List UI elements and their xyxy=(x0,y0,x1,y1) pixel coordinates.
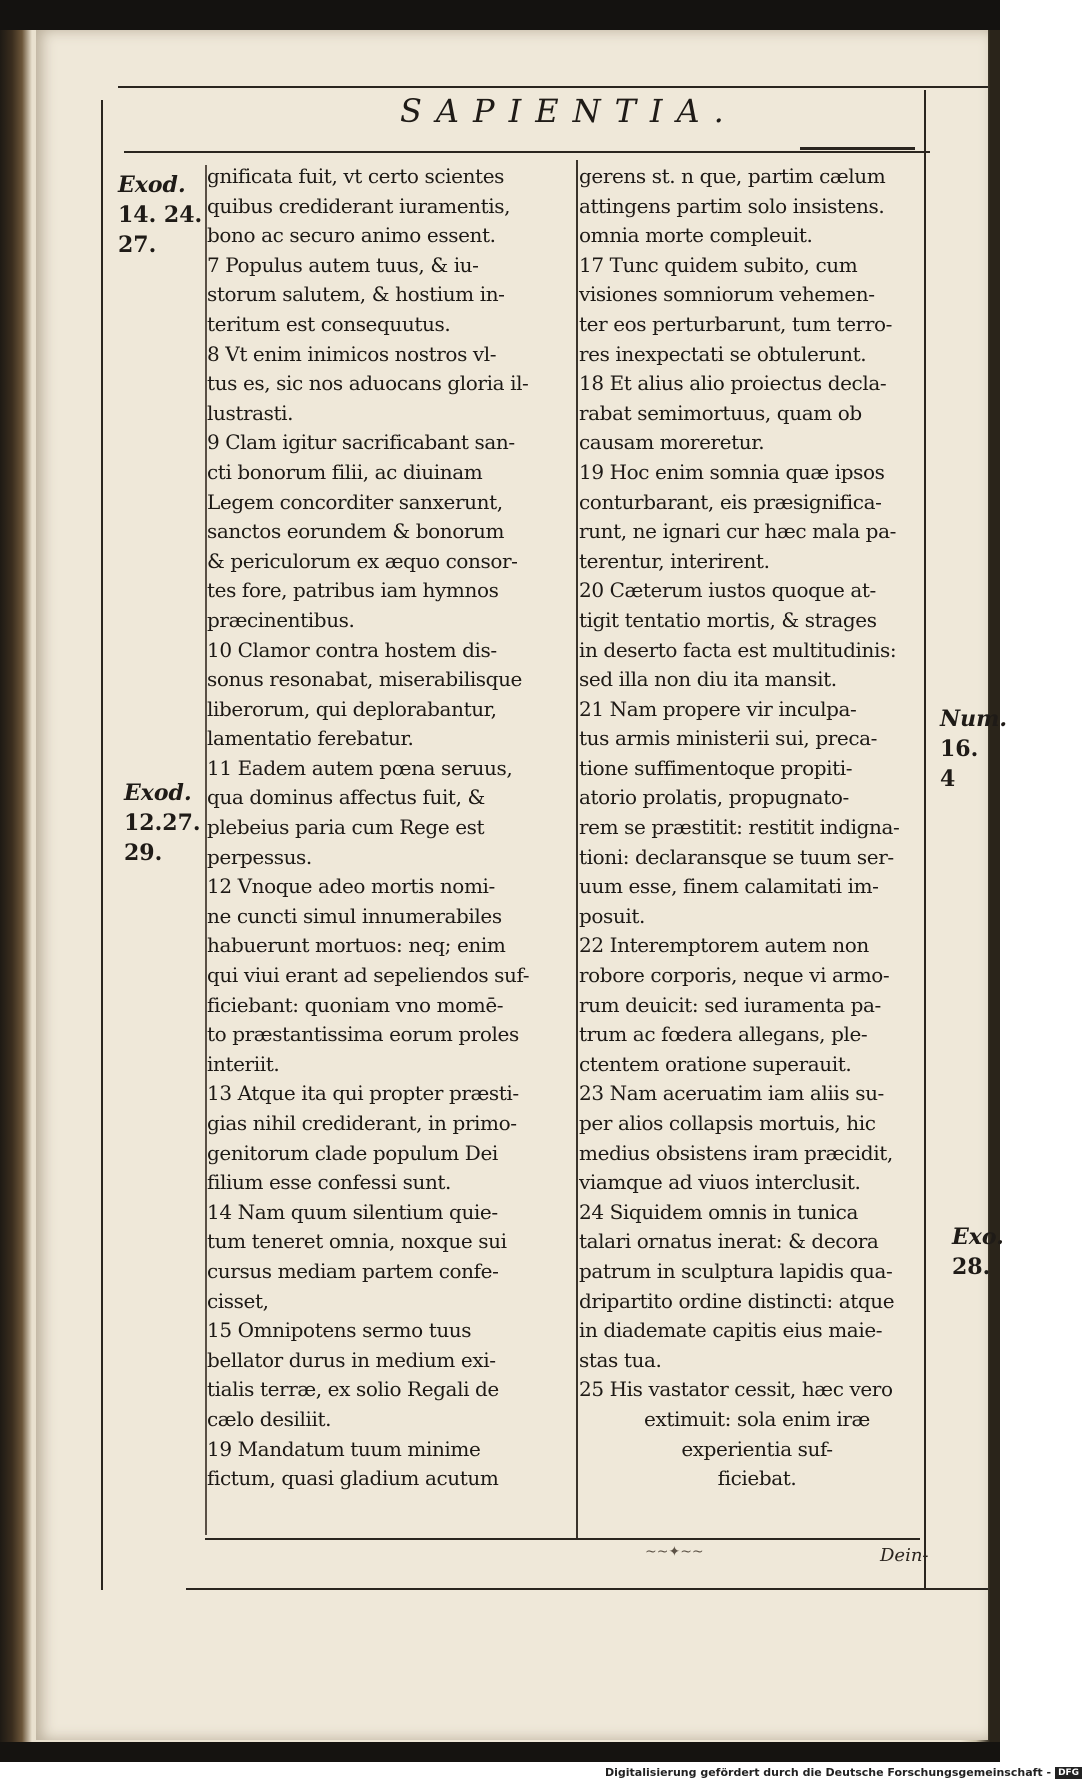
left-column-line: 9 Clam igitur sacrificabant san- xyxy=(207,430,515,455)
right-column-line: dripartito ordine distincti: atque xyxy=(579,1288,895,1313)
margin-ref-right-2 xyxy=(952,1222,1004,1282)
head-rule xyxy=(124,151,930,153)
dfg-logo: DFG xyxy=(1055,1767,1082,1779)
left-column-line: gias nihil crediderant, in primo- xyxy=(207,1111,517,1135)
top-rule xyxy=(118,86,988,88)
right-column-line: 24 Siquidem omnis in tunica xyxy=(579,1199,859,1224)
left-column-line: 10 Clamor contra hostem dis- xyxy=(207,637,497,662)
margin-ref-right-1 xyxy=(940,704,1008,794)
left-column-line: quibus crediderant iuramentis, xyxy=(207,193,511,218)
margin-ref-left-2 xyxy=(124,778,201,868)
right-column-line: causam moreretur. xyxy=(579,430,765,455)
margin-ref-verse: 12.27. xyxy=(124,810,201,836)
left-column-line: tialis terræ, ex solio Regali de xyxy=(207,1377,499,1402)
right-text-column xyxy=(579,162,935,1494)
left-column-line: 11 Eadem autem pœna seruus, xyxy=(207,755,513,780)
left-border-rule xyxy=(101,100,103,1590)
right-column-line: in deserto facta est multitudinis: xyxy=(579,637,897,662)
right-column-line: 18 Et alius alio proiectus decla- xyxy=(579,371,887,396)
left-column-line: ne cuncti simul innumerabiles xyxy=(207,903,502,928)
left-column-line: cælo desiliit. xyxy=(207,1406,332,1431)
right-column-line: uum esse, finem calamitati im- xyxy=(579,874,879,899)
left-column-line: 14 Nam quum silentium quie- xyxy=(207,1199,498,1224)
margin-ref-verse: 16. 4 xyxy=(940,736,979,792)
right-column-line: tioni: declaransque se tuum ser- xyxy=(579,844,894,869)
head-rule-accent xyxy=(800,147,915,150)
left-column-line: bellator durus in medium exi- xyxy=(207,1347,496,1372)
catchword: Dein- xyxy=(880,1545,929,1566)
right-column-line: in diademate capitis eius maie- xyxy=(579,1318,883,1343)
right-column-line: terentur, interirent. xyxy=(579,548,770,573)
right-column-line: talari ornatus inerat: & decora xyxy=(579,1229,879,1254)
scan-bottom-edge xyxy=(0,1742,1000,1762)
right-column-line: stas tua. xyxy=(579,1347,662,1372)
left-column-line: & periculorum ex æquo consor- xyxy=(207,548,518,573)
left-column-line: tus es, sic nos aduocans gloria il- xyxy=(207,371,529,396)
right-column-line: per alios collapsis mortuis, hic xyxy=(579,1111,876,1135)
left-column-line: lustrasti. xyxy=(207,400,294,425)
left-column-line: 15 Omnipotens sermo tuus xyxy=(207,1318,472,1343)
left-column-line: habuerunt mortuos: neq; enim xyxy=(207,933,506,958)
right-column-line: omnia morte compleuit. xyxy=(579,223,813,248)
right-column-line: runt, ne ignari cur hæc mala pa- xyxy=(579,519,896,544)
bottom-rule-inner xyxy=(205,1538,920,1540)
right-column-line: rum deuicit: sed iuramenta pa- xyxy=(579,992,881,1017)
digitization-credit-text: Digitalisierung gefördert durch die Deutsche Forschungsgemeinschaft - xyxy=(605,1766,1052,1779)
right-column-line: ter eos perturbarunt, tum terro- xyxy=(579,311,893,336)
column-divider-center xyxy=(576,160,578,1540)
right-column-line: 22 Interemptorem autem non xyxy=(579,933,869,958)
right-column-line: medius obsistens iram præcidit, xyxy=(579,1140,893,1165)
margin-ref-book: Exod. xyxy=(118,172,186,198)
margin-ref-verse: 28. xyxy=(952,1254,991,1280)
margin-ref-book: Exod. xyxy=(124,780,192,806)
right-column-line: rem se præstitit: restitit indigna- xyxy=(579,815,900,840)
left-column-line: præcinentibus. xyxy=(207,607,355,632)
left-column-line: bono ac securo animo essent. xyxy=(207,223,496,248)
left-column-line: qui viui erant ad sepeliendos suf- xyxy=(207,963,530,988)
margin-ref-left-1 xyxy=(118,170,202,260)
right-column-line: sed illa non diu ita mansit. xyxy=(579,667,837,692)
ornament-flourish-icon: ~~✦~~ xyxy=(645,1544,704,1560)
right-column-line: visiones somniorum vehemen- xyxy=(579,282,875,307)
left-column-line: cti bonorum filii, ac diuinam xyxy=(207,459,483,484)
right-column-line: ficiebat. xyxy=(717,1466,797,1491)
margin-ref-book: Num. xyxy=(940,706,1008,732)
right-column-line: 25 His vastator cessit, hæc vero xyxy=(579,1377,893,1402)
right-column-line: tus armis ministerii sui, preca- xyxy=(579,726,878,751)
right-column-line: 17 Tunc quidem subito, cum xyxy=(579,252,858,277)
right-column-line: attingens partim solo insistens. xyxy=(579,193,885,218)
right-column-line: conturbarant, eis præsignifica- xyxy=(579,489,882,514)
left-column-line: cursus mediam partem confe- xyxy=(207,1258,499,1283)
left-column-line: perpessus. xyxy=(207,844,312,869)
left-column-line: genitorum clade populum Dei xyxy=(207,1140,498,1165)
right-column-line: rabat semimortuus, quam ob xyxy=(579,400,862,425)
right-column-line: robore corporis, neque vi armo- xyxy=(579,963,890,988)
right-column-line: atorio prolatis, propugnato- xyxy=(579,785,849,810)
right-column-line: experientia suf- xyxy=(681,1436,833,1461)
margin-ref-verse: 29. xyxy=(124,840,163,866)
right-column-line: tigit tentatio mortis, & strages xyxy=(579,607,877,632)
left-column-line: 13 Atque ita qui propter præsti- xyxy=(207,1081,519,1106)
left-column-line: to præstantissima eorum proles xyxy=(207,1022,519,1047)
left-column-line: fictum, quasi gladium acutum xyxy=(207,1466,499,1491)
right-column-line: trum ac fœdera allegans, ple- xyxy=(579,1022,868,1047)
left-column-line: teritum est consequutus. xyxy=(207,311,451,336)
left-column-line: gnificata fuit, vt certo scientes xyxy=(207,164,504,188)
left-column-line: cisset, xyxy=(207,1288,269,1313)
right-column-line: extimuit: sola enim iræ xyxy=(644,1406,870,1431)
right-column-line: 19 Hoc enim somnia quæ ipsos xyxy=(579,459,885,484)
bottom-rule-outer xyxy=(186,1588,988,1590)
right-column-line: 20 Cæterum iustos quoque at- xyxy=(579,578,876,603)
margin-ref-verse: 27. xyxy=(118,232,157,258)
right-column-line: ctentem oratione superauit. xyxy=(579,1051,852,1076)
left-column-line: tum teneret omnia, noxque sui xyxy=(207,1229,507,1254)
left-column-line: storum salutem, & hostium in- xyxy=(207,282,505,307)
left-column-line: plebeius paria cum Rege est xyxy=(207,815,485,840)
digitization-credit xyxy=(605,1766,1082,1779)
left-column-line: 19 Mandatum tuum minime xyxy=(207,1436,481,1461)
right-column-line: 21 Nam propere vir inculpa- xyxy=(579,696,857,721)
left-column-line: filium esse confessi sunt. xyxy=(207,1170,452,1195)
left-column-line: 7 Populus autem tuus, & iu- xyxy=(207,252,479,277)
right-column-line: gerens st. n que, partim cælum xyxy=(579,164,886,188)
left-column-line: liberorum, qui deplorabantur, xyxy=(207,696,497,721)
margin-ref-verse: 14. 24. xyxy=(118,202,203,228)
right-column-line: viamque ad viuos interclusit. xyxy=(579,1170,861,1195)
left-column-line: 8 Vt enim inimicos nostros vl- xyxy=(207,341,497,366)
left-column-line: interiit. xyxy=(207,1051,280,1076)
left-column-line: 12 Vnoque adeo mortis nomi- xyxy=(207,874,495,899)
right-column-line: patrum in sculptura lapidis qua- xyxy=(579,1258,893,1283)
left-column-line: sonus resonabat, miserabilisque xyxy=(207,667,522,692)
right-column-line: posuit. xyxy=(579,903,645,928)
scan-top-edge xyxy=(0,0,1000,30)
left-column-line: sanctos eorundem & bonorum xyxy=(207,519,505,544)
right-column-line: tione suffimentoque propiti- xyxy=(579,755,853,780)
left-column-line: lamentatio ferebatur. xyxy=(207,726,414,751)
right-column-line: res inexpectati se obtulerunt. xyxy=(579,341,867,366)
left-column-line: tes fore, patribus iam hymnos xyxy=(207,578,499,603)
left-column-line: Legem concorditer sanxerunt, xyxy=(207,489,503,514)
left-text-column xyxy=(207,162,571,1494)
running-head: SAPIENTIA. xyxy=(400,92,738,130)
margin-ref-book: Exo. xyxy=(952,1224,1004,1250)
left-column-line: qua dominus affectus fuit, & xyxy=(207,785,485,810)
right-column-line: 23 Nam aceruatim iam aliis su- xyxy=(579,1081,884,1106)
left-column-line: ficiebant: quoniam vno momē- xyxy=(207,992,504,1017)
